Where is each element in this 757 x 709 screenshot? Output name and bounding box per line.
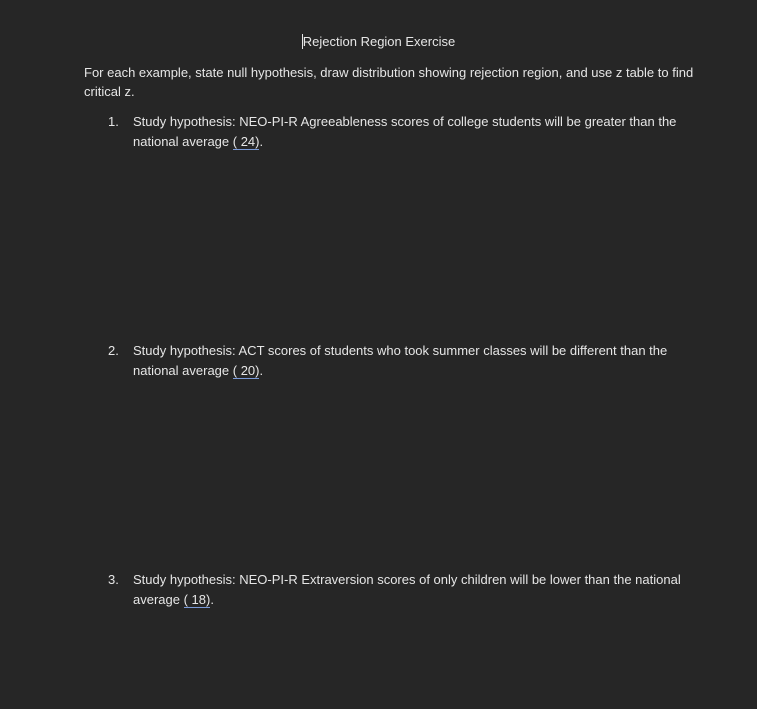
hypothesis-text: Study hypothesis: NEO-PI-R Extraversion scores of only children will be lower than the national average bbox=[133, 572, 681, 607]
list-item-number: 2. bbox=[108, 343, 119, 358]
title-text: Rejection Region Exercise bbox=[302, 34, 456, 49]
list-item-number: 3. bbox=[108, 572, 119, 587]
national-average-value: ( 18) bbox=[183, 592, 211, 607]
sentence-end: . bbox=[259, 363, 264, 378]
list-item-text bbox=[133, 570, 708, 610]
sentence-end: . bbox=[259, 134, 264, 149]
national-average-value: ( 24) bbox=[232, 134, 260, 149]
list-item-text bbox=[133, 341, 708, 381]
list-item bbox=[108, 112, 708, 152]
hypothesis-text: Study hypothesis: ACT scores of students who took summer classes will be different than the national average bbox=[133, 343, 668, 378]
list-item-number: 1. bbox=[108, 114, 119, 129]
hypothesis-text: Study hypothesis: NEO-PI-R Agreeableness scores of college students will be greater than the national average bbox=[133, 114, 677, 149]
list-item-text bbox=[133, 112, 708, 152]
list-item bbox=[108, 341, 708, 381]
instructions-paragraph: For each example, state null hypothesis, draw distribution showing rejection region, and use z table to find critical z. bbox=[84, 65, 694, 99]
list-item bbox=[108, 570, 708, 610]
sentence-end: . bbox=[210, 592, 214, 607]
national-average-value: ( 20) bbox=[232, 363, 260, 378]
document-title bbox=[0, 33, 757, 51]
